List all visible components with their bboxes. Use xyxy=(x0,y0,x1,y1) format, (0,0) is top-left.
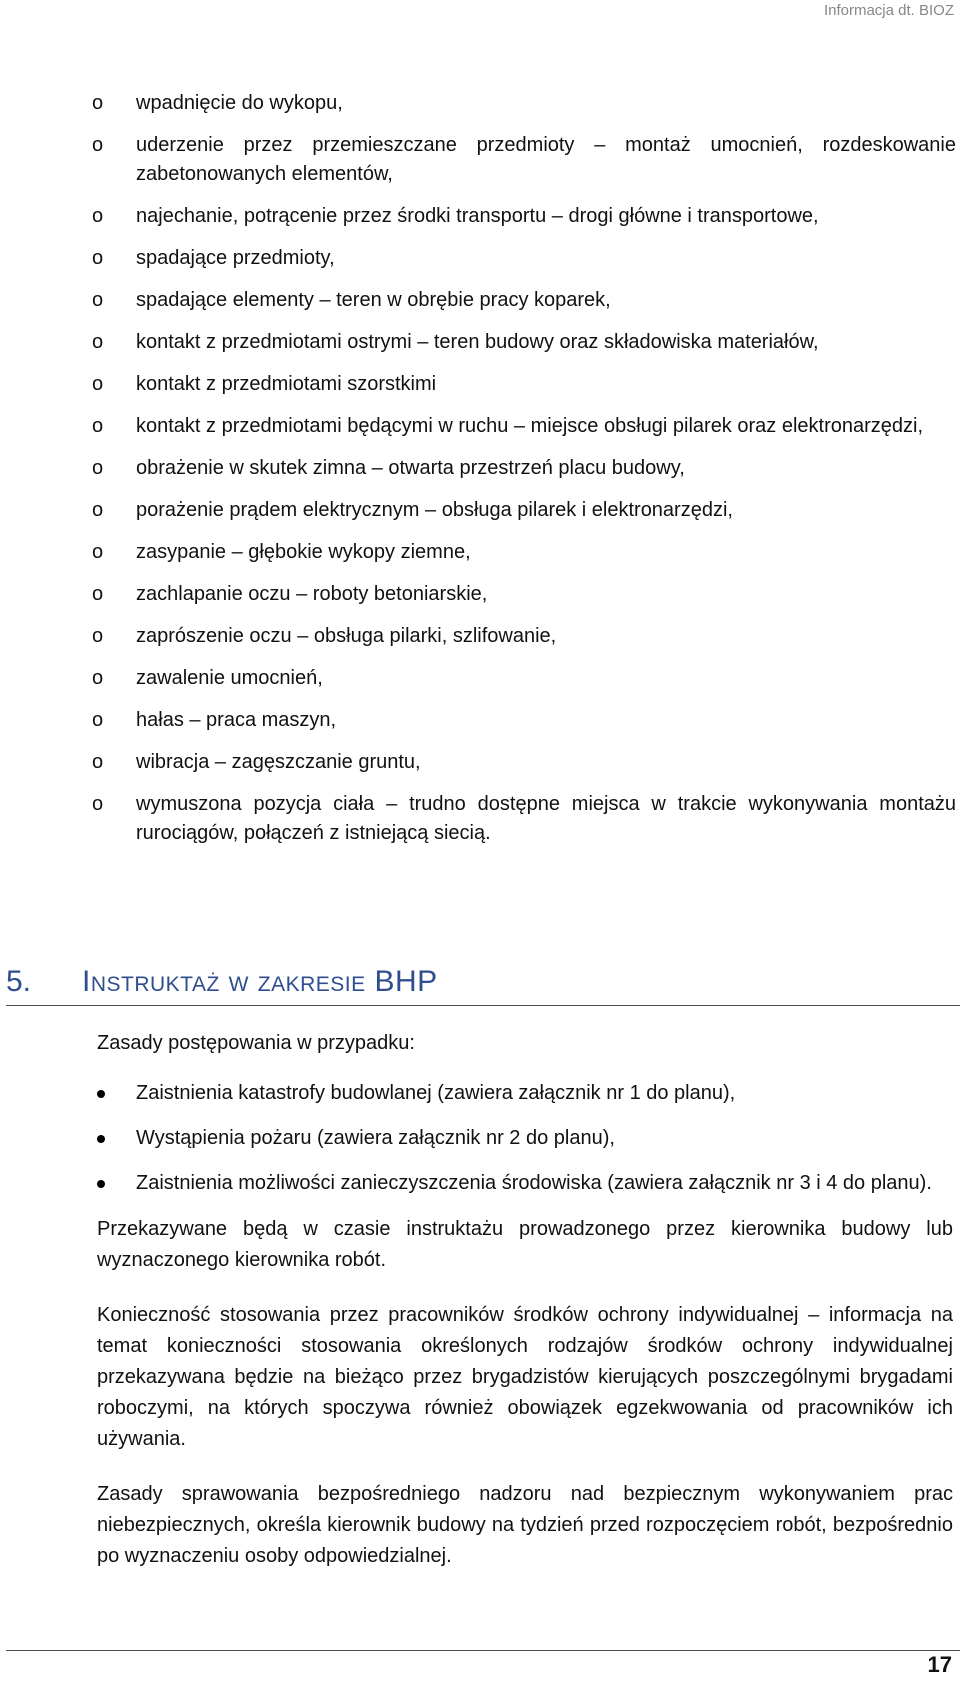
list-item: o kontakt z przedmiotami będącymi w ruchu – miejsce obsługi pilarek oraz elektronarzędzi, xyxy=(92,412,956,441)
list-item: Zaistnienia katastrofy budowlanej (zawiera załącznik nr 1 do planu), xyxy=(97,1078,953,1109)
list-item: o spadające przedmioty, xyxy=(92,244,956,273)
list-item: o kontakt z przedmiotami ostrymi – teren budowy oraz składowiska materiałów, xyxy=(92,328,956,357)
footer-divider xyxy=(6,1650,960,1651)
document-header-label: Informacja dt. BIOZ xyxy=(823,2,954,19)
section-heading xyxy=(6,963,960,1006)
hazard-list xyxy=(92,89,956,861)
list-item: o zachlapanie oczu – roboty betoniarskie, xyxy=(92,580,956,609)
list-item: o obrażenie w skutek zimna – otwarta przestrzeń placu budowy, xyxy=(92,454,956,483)
paragraph: Konieczność stosowania przez pracowników środków ochrony indywidualnej – informacja na temat konieczności stosowania określonych rodzajów środków ochrony indywidualnej przekazywana będzie na bieżąco przez brygadzistów kierujących poszczególnymi brygadami roboczymi, na których spoczywa również obowiązek egzekwowania od pracowników ich używania. xyxy=(97,1304,953,1450)
paragraph: Zasady sprawowania bezpośredniego nadzoru nad bezpiecznym wykonywaniem prac niebezpiecznych, określa kierownik budowy na tydzień przed rozpoczęciem robót, bezpośrednio po wyznaczeniu osoby odpowiedzialnej. xyxy=(97,1483,953,1567)
intro-text: Zasady postępowania w przypadku: xyxy=(97,1032,415,1054)
list-item: o wibracja – zagęszczanie gruntu, xyxy=(92,748,956,777)
list-item: Zaistnienia możliwości zanieczyszczenia środowiska (zawiera załącznik nr 3 i 4 do planu). xyxy=(97,1168,953,1199)
list-item: o najechanie, potrącenie przez środki transportu – drogi główne i transportowe, xyxy=(92,202,956,231)
list-item: o zasypanie – głębokie wykopy ziemne, xyxy=(92,538,956,567)
page-number: 17 xyxy=(927,1652,952,1677)
list-item: o hałas – praca maszyn, xyxy=(92,706,956,735)
list-item: o porażenie prądem elektrycznym – obsługa pilarek i elektronarzędzi, xyxy=(92,496,956,525)
section-content xyxy=(97,1028,953,1596)
list-item: Wystąpienia pożaru (zawiera załącznik nr 2 do planu), xyxy=(97,1123,953,1154)
list-item: o zawalenie umocnień, xyxy=(92,664,956,693)
list-item: o uderzenie przez przemieszczane przedmioty – montaż umocnień, rozdeskowanie zabetonowanych elementów, xyxy=(92,131,956,189)
paragraph: Przekazywane będą w czasie instruktażu prowadzonego przez kierownika budowy lub wyznaczonego kierownika robót. xyxy=(97,1218,953,1271)
list-item: o kontakt z przedmiotami szorstkimi xyxy=(92,370,956,399)
list-item: o spadające elementy – teren w obrębie pracy koparek, xyxy=(92,286,956,315)
section-number: 5. xyxy=(6,965,32,998)
section-title: Instruktaż w zakresie BHP xyxy=(82,965,438,998)
list-item: o wymuszona pozycja ciała – trudno dostępne miejsca w trakcie wykonywania montażu rurociągów, połączeń z istniejącą siecią. xyxy=(92,790,956,848)
list-item: o zaprószenie oczu – obsługa pilarki, szlifowanie, xyxy=(92,622,956,651)
list-item: o wpadnięcie do wykopu, xyxy=(92,89,956,118)
procedure-list xyxy=(97,1078,953,1199)
